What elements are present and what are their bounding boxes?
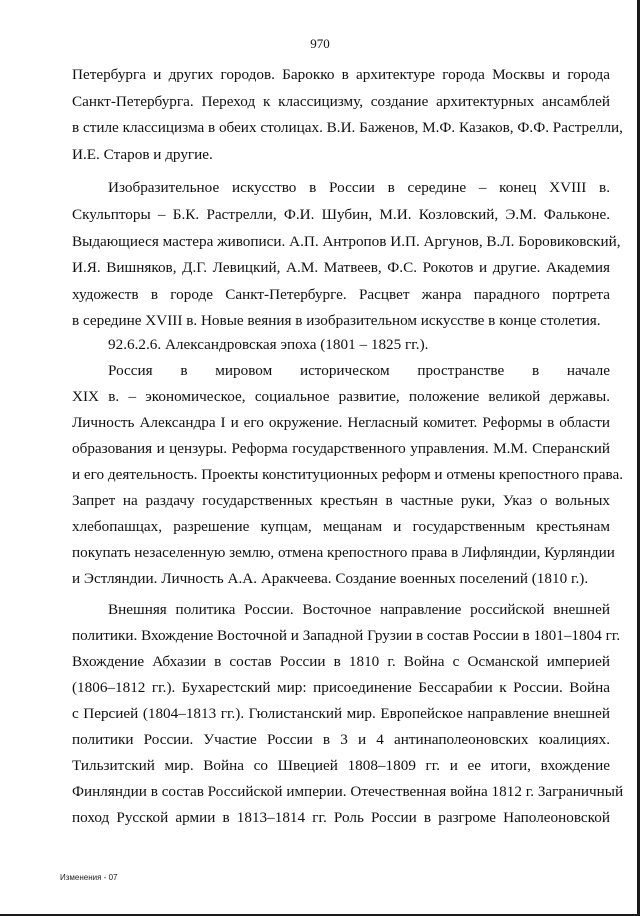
text-line: в середине XVIII в. Новые веяния в изобразительном искусстве в конце столетия.: [72, 312, 601, 329]
text-line: XIX в. – экономическое, социальное развитие, положение великой державы.: [72, 388, 610, 405]
text-line: Личность Александра I и его окружение. Негласный комитет. Реформы в области: [72, 414, 610, 431]
text-line: Внешняя политика России. Восточное направление российской внешней: [108, 601, 610, 618]
page-number: 970: [310, 36, 330, 51]
text-line: Вхождение Абхазии в состав России в 1810 г. Война с Османской империей: [72, 653, 610, 670]
text-line: поход Русской армии в 1813–1814 гг. Роль России в разгроме Наполеоновской: [72, 809, 610, 826]
text-line: Изобразительное искусство в России в середине – конец XVIII в.: [108, 179, 610, 196]
text-line: в стиле классицизма в обеих столицах. В.И. Баженов, М.Ф. Казаков, Ф.Ф. Растрелли,: [72, 119, 623, 136]
text-line: художеств в городе Санкт-Петербурге. Расцвет жанра парадного портрета: [72, 286, 610, 303]
text-line: Россия в мировом историческом пространстве в начале: [108, 362, 610, 379]
text-line: И.Е. Старов и другие.: [72, 146, 213, 163]
text-line: и Эстляндии. Личность А.А. Аракчеева. Создание военных поселений (1810 г.).: [72, 570, 589, 587]
text-line: Скульпторы – Б.К. Растрелли, Ф.И. Шубин, М.И. Козловский, Э.М. Фальконе.: [72, 206, 610, 223]
text-line: Запрет на раздачу государственных крестьян в частные руки, Указ о вольных: [72, 492, 610, 509]
text-line: с Персией (1804–1813 гг.). Гюлистанский мир. Европейское направление внешней: [72, 705, 610, 722]
text-line: образования и цензуры. Реформа государственного управления. М.М. Сперанский: [72, 440, 610, 457]
text-line: Тильзитский мир. Война со Швецией 1808–1809 гг. и ее итоги, вхождение: [72, 757, 610, 774]
text-line: и его деятельность. Проекты конституционных реформ и отмены крепостного права.: [72, 466, 623, 483]
footer-note: Изменения - 07: [60, 873, 118, 882]
text-line: И.Я. Вишняков, Д.Г. Левицкий, А.М. Матвеев, Ф.С. Рокотов и другие. Академия: [72, 259, 610, 276]
text-line: Финляндии в состав Российской империи. Отечественная война 1812 г. Заграничный: [72, 783, 624, 800]
text-line: 92.6.2.6. Александровская эпоха (1801 – 1825 гг.).: [108, 336, 429, 353]
text-line: политики. Вхождение Восточной и Западной Грузии в состав России в 1801–1804 гг.: [72, 627, 621, 644]
text-line: (1806–1812 гг.). Бухарестский мир: присоединение Бессарабии к России. Война: [72, 679, 610, 696]
text-line: покупать незаселенную землю, отмена крепостного права в Лифляндии, Курляндии: [72, 544, 615, 561]
text-line: хлебопашцах, разрешение купцам, мещанам и государственным крестьянам: [72, 518, 610, 535]
text-line: политики России. Участие России в 3 и 4 антинаполеоновских коалициях.: [72, 731, 610, 748]
text-line: Петербурга и других городов. Барокко в архитектуре города Москвы и города: [72, 66, 610, 83]
text-line: Выдающиеся мастера живописи. А.П. Антропов И.П. Аргунов, В.Л. Боровиковский,: [72, 233, 621, 250]
text-line: Санкт-Петербурга. Переход к классицизму, создание архитектурных ансамблей: [72, 93, 610, 110]
